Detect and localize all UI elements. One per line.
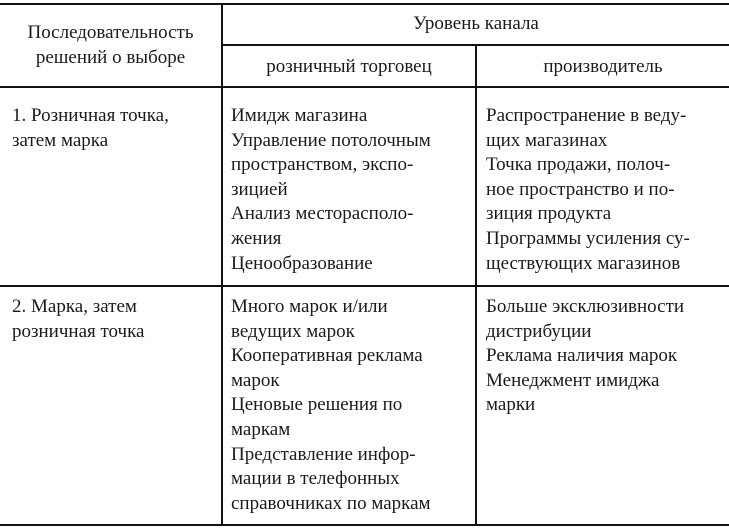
row1-manufacturer-line: зиция продукта <box>486 203 612 225</box>
table-top-border <box>0 3 729 5</box>
row1-retailer-line: жения <box>231 227 282 249</box>
row1-retailer-line: Анализ месторасполо- <box>231 203 414 225</box>
header-bottom-border <box>0 86 729 88</box>
row1-manufacturer-line: щих магазинах <box>486 129 608 151</box>
header-manufacturer <box>477 55 729 80</box>
column-divider-1 <box>221 3 223 526</box>
row2-retailer-line: марок <box>231 369 280 391</box>
column-divider-2 <box>475 44 477 526</box>
header-sequence-line-2: решений о выборе <box>35 46 186 68</box>
row2-manufacturer-line: Менеджмент имиджа <box>486 369 660 391</box>
row1-retailer-cell <box>231 104 473 276</box>
row1-manufacturer-cell <box>486 104 726 276</box>
row2-retailer-line: мации в телефонных <box>231 468 400 490</box>
row1-retailer-line: зицией <box>231 178 288 200</box>
row2-retailer-line: Кооперативная реклама <box>231 345 423 367</box>
header-channel-level-text: Уровень канала <box>413 13 539 34</box>
row2-retailer-cell <box>231 295 473 516</box>
row1-sequence-line: затем марка <box>12 129 109 151</box>
row1-sequence-line: 1. Розничная точка, <box>12 105 169 126</box>
header-retailer <box>223 55 475 80</box>
row1-manufacturer-line: Программы усиления су- <box>486 227 690 249</box>
row2-manufacturer-cell <box>486 295 726 418</box>
row2-retailer-line: Ценовые решения по <box>231 394 403 416</box>
row2-retailer-line: Много марок и/или <box>231 296 388 317</box>
row2-retailer-line: Представление инфор- <box>231 443 416 465</box>
row1-retailer-line: пространством, экспо- <box>231 154 414 176</box>
row1-retailer-line: Имидж магазина <box>231 105 368 126</box>
row2-sequence-line: розничная точка <box>12 320 145 342</box>
row2-retailer-line: маркам <box>231 418 291 440</box>
header-sequence-line-1: Последовательность <box>27 22 194 43</box>
row1-manufacturer-line: ществующих магазинов <box>486 252 681 274</box>
row2-sequence-line: 2. Марка, затем <box>12 296 137 317</box>
row2-manufacturer-line: марки <box>486 394 536 416</box>
header-retailer-text: розничный торговец <box>266 56 432 77</box>
table-bottom-border <box>0 524 729 526</box>
row1-retailer-line: Управление потолочным <box>231 129 431 151</box>
row1-manufacturer-line: ное пространство и по- <box>486 178 675 200</box>
row1-sequence-cell <box>12 104 217 153</box>
row1-manufacturer-line: Распространение в веду- <box>486 105 687 126</box>
row2-manufacturer-line: Больше эксклюзивности <box>486 296 685 317</box>
row1-manufacturer-line: Точка продажи, полоч- <box>486 154 671 176</box>
header-sequence-cell <box>0 21 221 70</box>
row2-manufacturer-line: Реклама наличия марок <box>486 345 678 367</box>
row2-sequence-cell <box>12 295 217 344</box>
row2-retailer-line: справочниках по маркам <box>231 492 431 514</box>
header-manufacturer-text: производитель <box>543 56 663 77</box>
row2-retailer-line: ведущих марок <box>231 320 355 342</box>
row1-bottom-border <box>0 285 729 287</box>
row2-manufacturer-line: дистрибуции <box>486 320 592 342</box>
header-channel-level <box>223 12 729 37</box>
row1-retailer-line: Ценообразование <box>231 252 373 274</box>
